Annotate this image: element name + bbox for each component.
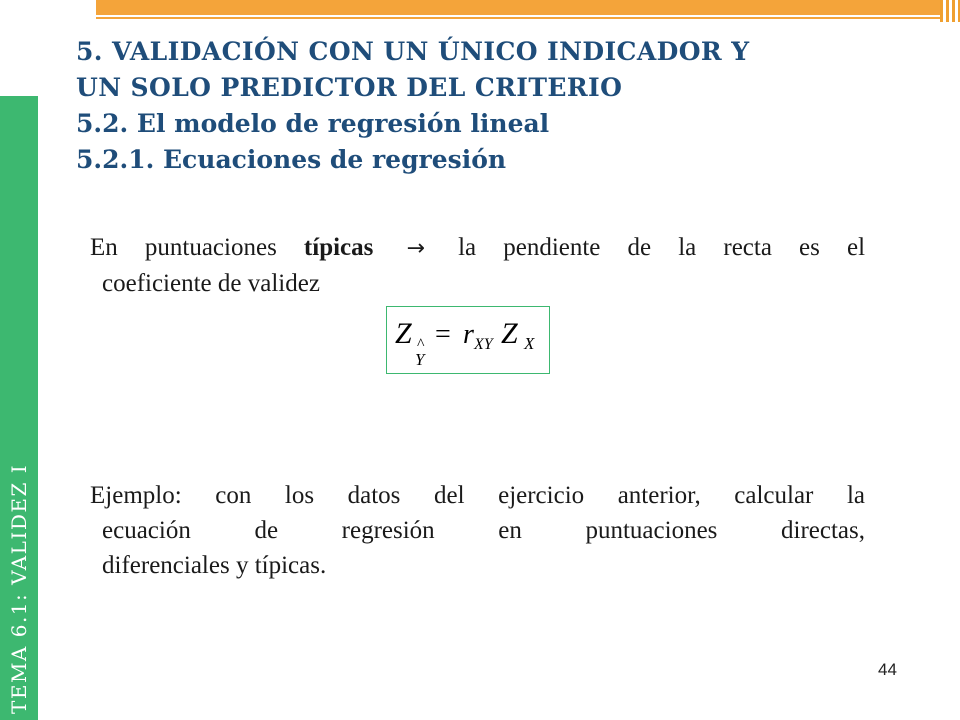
formula-hat: ^ (417, 336, 425, 353)
formula-graphic (387, 307, 549, 373)
title-line-4: 5.2.1. Ecuaciones de regresión (76, 145, 507, 174)
paragraph1-line2: coeficiente de validez (102, 270, 320, 297)
paragraph1-start: En puntuaciones (90, 234, 277, 261)
paragraph1-bold-word: típicas (303, 234, 374, 261)
corner-pattern (940, 0, 960, 22)
formula-lhs-z: Z (395, 317, 412, 350)
page-number: 44 (878, 660, 897, 679)
sidebar-label: TEMA 6.1: VALIDEZ I (7, 463, 31, 714)
sidebar-band (0, 96, 38, 720)
formula-r-sub: XY (474, 336, 493, 353)
formula-rhs-sub: X (524, 334, 535, 353)
title-line-3: 5.2. El modelo de regresión lineal (76, 109, 550, 138)
top-accent-bar (96, 0, 960, 15)
paragraph1-line1 (90, 230, 865, 266)
paragraph2-line2: ecuación de regresión en puntuaciones directas, (102, 517, 865, 544)
paragraph2-line1: Ejemplo: con los datos del ejercicio anterior, calcular la (90, 482, 865, 509)
title-line-1: 5. VALIDACIÓN CON UN ÚNICO INDICADOR Y (76, 37, 750, 66)
formula-equals: = (435, 319, 451, 350)
slide-title (76, 34, 896, 178)
right-arrow-icon: → (406, 236, 425, 261)
paragraph1-end: la pendiente de la recta es el (458, 234, 866, 261)
title-line-2: UN SOLO PREDICTOR DEL CRITERIO (76, 73, 623, 102)
top-accent-line (96, 17, 960, 19)
paragraph-example (90, 478, 865, 583)
formula-rhs-z: Z (501, 317, 518, 350)
paragraph-standard-scores (90, 230, 865, 301)
formula-r: r (463, 319, 474, 350)
paragraph2-line3: diferenciales y típicas. (102, 552, 327, 579)
regression-formula (386, 306, 550, 374)
formula-lhs-sub: Y (415, 350, 425, 369)
